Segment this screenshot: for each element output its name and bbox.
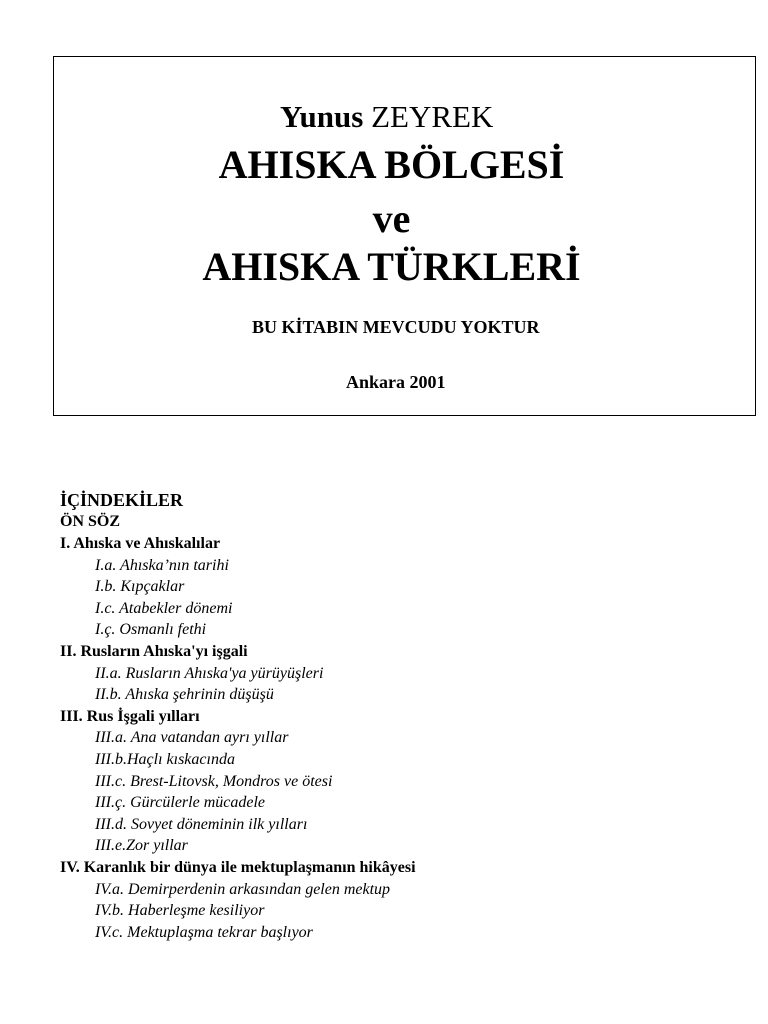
title-page-box xyxy=(53,56,756,416)
toc-item: III.e.Zor yıllar xyxy=(95,837,188,855)
toc-item: IV.a. Demirperdenin arkasından gelen mektup xyxy=(95,880,391,898)
toc-item: I.c. Atabekler dönemi xyxy=(95,599,233,617)
toc-chapter-4: IV. Karanlık bir dünya ile mektuplaşmanın hikâyesi xyxy=(60,858,416,876)
book-title-line-1: AHISKA BÖLGESİ xyxy=(218,142,565,187)
author-last-name: ZEYREK xyxy=(371,99,494,134)
table-of-contents xyxy=(60,489,750,943)
toc-item: III.ç. Gürcülerle mücadele xyxy=(95,794,265,812)
book-title-line-3: AHISKA TÜRKLERİ xyxy=(202,244,581,289)
toc-preface: ÖN SÖZ xyxy=(60,513,121,530)
author-name xyxy=(280,97,493,137)
toc-item: IV.b. Haberleşme kesiliyor xyxy=(95,902,265,920)
toc-item: I.ç. Osmanlı fethi xyxy=(95,621,207,639)
toc-chapter-3: III. Rus İşgali yılları xyxy=(60,707,200,725)
toc-item: III.b.Haçlı kıskacında xyxy=(95,750,235,768)
toc-chapter-2: II. Rusların Ahıska'yı işgali xyxy=(60,642,248,660)
toc-item: III.a. Ana vatandan ayrı yıllar xyxy=(95,729,289,747)
toc-item: III.c. Brest-Litovsk, Mondros ve ötesi xyxy=(95,772,333,790)
toc-item: III.d. Sovyet döneminin ilk yılları xyxy=(95,815,308,833)
author-first-name: Yunus xyxy=(280,99,364,134)
toc-item: IV.c. Mektuplaşma tekrar başlıyor xyxy=(95,923,313,941)
publication-place-year: Ankara 2001 xyxy=(346,372,446,392)
toc-chapter-1: I. Ahıska ve Ahıskalılar xyxy=(60,535,221,552)
book-title-line-2: ve xyxy=(372,196,411,241)
toc-item: I.a. Ahıska’nın tarihi xyxy=(95,556,229,574)
toc-heading: İÇİNDEKİLER xyxy=(60,490,184,510)
toc-item: I.b. Kıpçaklar xyxy=(95,578,185,596)
availability-notice: BU KİTABIN MEVCUDU YOKTUR xyxy=(252,317,540,337)
toc-item: II.b. Ahıska şehrinin düşüşü xyxy=(95,686,274,704)
toc-item: II.a. Rusların Ahıska'ya yürüyüşleri xyxy=(95,664,324,682)
